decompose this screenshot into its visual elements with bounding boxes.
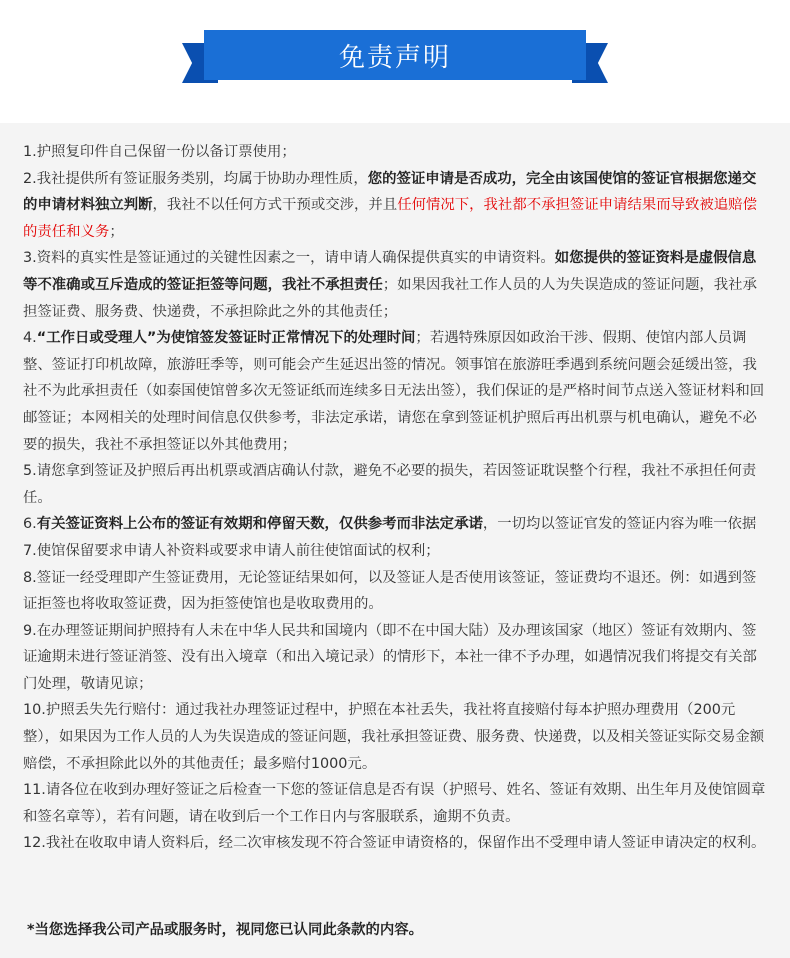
disclaimer-item <box>0 245 790 325</box>
disclaimer-item <box>0 777 790 830</box>
disclaimer-list <box>0 123 790 857</box>
bold-text: 有关签证资料上公布的签证有效期和停留天数，仅供参考而非法定承诺 <box>36 516 483 533</box>
item-text: 5.请您拿到签证及护照后再出机票或酒店确认付款，避免不必要的损失，若因签证耽误整个行程，我社不承担任何责任。 <box>23 463 757 506</box>
title-banner <box>186 30 604 80</box>
bold-text: “工作日或受理人”为使馆签发签证时正常情况下的处理时间 <box>36 330 416 347</box>
footer-note: *当您选择我公司产品或服务时，视同您已认同此条款的内容。 <box>27 922 424 938</box>
disclaimer-item <box>0 511 790 538</box>
disclaimer-item <box>0 458 790 511</box>
banner-main <box>204 30 586 80</box>
item-text: ； <box>109 223 124 240</box>
disclaimer-item <box>0 565 790 618</box>
item-text: 6. <box>23 516 37 533</box>
item-text: 3.资料的真实性是签证通过的关键性因素之一，请申请人确保提供真实的申请资料。 <box>23 250 555 267</box>
disclaimer-item <box>0 325 790 458</box>
item-text: ；若遇特殊原因如政治干涉、假期、使馆内部人员调整、签证打印机故障，旅游旺季等，则可能会产生延迟出签的情况。领事馆在旅游旺季遇到系统问题会延缓出签，我社不为此承担责任（如泰国使馆曾多次无签证纸而连续多日无法出签），我们保证的是严格时间节点送入签证材料和回邮签证；本网相关的处理时间信息仅供参考，非法定承诺，请您在拿到签证机护照后再出机票与机电确认，避免不必要的损失，我社不承担签证以外其他费用； <box>23 330 765 453</box>
item-text: 10.护照丢失先行赔付：通过我社办理签证过程中，护照在本社丢失，我社将直接赔付每本护照办理费用（200元整），如果因为工作人员的人为失误造成的签证问题，我社承担签证费、服务费、快递费，以及相关签证实际交易金额赔偿，不承担除此以外的其他责任；最多赔付1000元。 <box>23 702 765 772</box>
item-text: 4. <box>23 330 37 347</box>
item-text: 12.我社在收取申请人资料后，经二次审核发现不符合签证申请资格的，保留作出不受理申请人签证申请决定的权利。 <box>23 835 766 852</box>
bold-text: 您的签证申请是否成功，完全由该国使馆的签证官根据您递交的申请材料独立判断 <box>23 170 757 214</box>
item-text: ，我社不以任何方式干预或交涉，并且 <box>152 197 398 214</box>
item-text: 1.护照复印件自己保留一份以备订票使用； <box>23 144 296 160</box>
item-text: 11.请各位在收到办理好签证之后检查一下您的签证信息是否有误（护照号、姓名、签证有效期、出生年月及使馆圆章和签名章等），若有问题，请在收到后一个工作日内与客服联系，逾期不负责。 <box>23 782 766 825</box>
disclaimer-item <box>0 166 790 246</box>
disclaimer-item <box>0 123 790 166</box>
item-text: ；如果因我社工作人员的人为失误造成的签证问题，我社承担签证费、服务费、快递费，不承担除此之外的其他责任； <box>23 276 757 320</box>
header-area <box>0 0 790 123</box>
item-text: 2.我社提供所有签证服务类别，均属于协助办理性质， <box>23 170 368 187</box>
disclaimer-content <box>0 123 790 958</box>
item-text: 8.签证一经受理即产生签证费用，无论签证结果如何，以及签证人是否使用该签证，签证费均不退还。例：如遇到签证拒签也将收取签证费，因为拒签使馆也是收取费用的。 <box>23 569 757 613</box>
item-text: 9.在办理签证期间护照持有人未在中华人民共和国境内（即不在中国大陆）及办理该国家（地区）签证有效期内、签证逾期未进行签证消签、没有出入境章（和出入境记录）的情形下，本社一律不予办理，如遇情况我们将提交有关部门处理，敬请见谅； <box>23 622 757 692</box>
disclaimer-item <box>0 697 790 777</box>
item-text: ，一切均以签证官发的签证内容为唯一依据 <box>482 516 757 533</box>
item-text: 7.使馆保留要求申请人补资料或要求申请人前往使馆面试的权利； <box>23 542 440 559</box>
warning-text: 任何情况下，我社都不承担签证申请结果而导致被追赔偿的责任和义务 <box>23 197 757 240</box>
page-title: 免责声明 <box>338 42 451 73</box>
bold-text: 如您提供的签证资料是虚假信息等不准确或互斥造成的签证拒签等问题，我社不承担责任 <box>23 250 757 293</box>
disclaimer-item <box>0 618 790 698</box>
disclaimer-item <box>0 538 790 565</box>
disclaimer-item <box>0 830 790 857</box>
